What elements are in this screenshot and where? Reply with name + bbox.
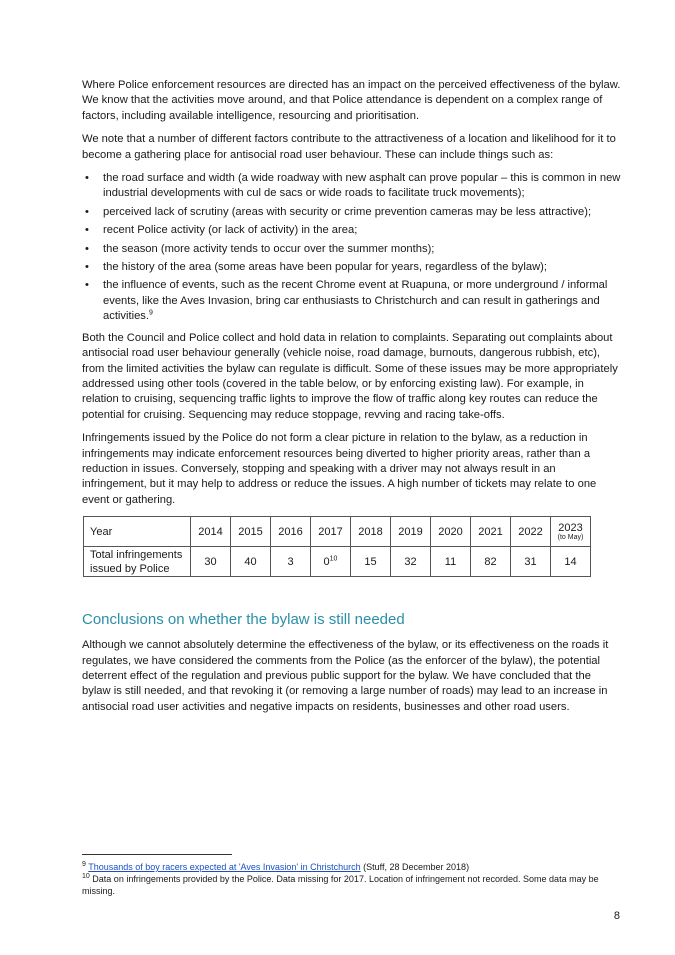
document-page <box>82 78 622 723</box>
page-number: 8 <box>613 910 620 922</box>
value-cell: 31 <box>511 547 551 577</box>
bullet-icon: • <box>85 261 89 274</box>
footnote-9: $^9$ Thousands of boy racers expected at 'Aves Invasion' in Christchurch (Stuff, 28 December 2018) <box>82 861 470 872</box>
list-item: • the influence of events, such as the recent Chrome event at Ruapuna, or more underground / informal events, like the Aves Invasion, bring car enthusiasts to Christchurch and can result in gatherings and activities.$^9$ <box>85 279 608 323</box>
year-cell: 2022 <box>511 517 551 547</box>
year-cell: 2018 <box>351 517 391 547</box>
table-header-year: Year <box>84 517 191 547</box>
section-heading: Conclusions on whether the bylaw is still needed <box>82 611 405 629</box>
bullet-icon: • <box>85 224 89 237</box>
bullet-icon: • <box>85 172 89 185</box>
value-cell: 15 <box>351 547 391 577</box>
bullet-icon: • <box>85 242 89 255</box>
footnotes <box>82 854 622 897</box>
footnote-ref-9[interactable]: 9 <box>149 309 153 317</box>
factors-list <box>82 171 622 325</box>
value-cell: 3 <box>271 547 311 577</box>
footnote-9-link[interactable]: Thousands of boy racers expected at 'Aves Invasion' in Christchurch <box>88 862 361 872</box>
value-cell: 40 <box>231 547 271 577</box>
value-cell: 11 <box>431 547 471 577</box>
year-cell: 2020 <box>431 517 471 547</box>
list-item: • perceived lack of scrutiny (areas with security or crime prevention cameras may be less attractive); <box>82 205 622 220</box>
paragraph-complaints: Both the Council and Police collect and hold data in relation to complaints. Separating out complaints about antisocial road user behaviour generally (vehicle noise, road damage, burnouts, dangerous rubbish, etc), from the limited activities the bylaw can regulate is difficult. Some of these issues may be more appropriately addressed using other tools (covered in the table below, or by enforcing existing law). For example, in relation to cruising, sequencing traffic lights to improve the flow of traffic along key routes can reduce the potential for cruising. Sequencing may reduce stoppage, revving and racing take-offs. <box>82 331 618 421</box>
list-item: • the season (more activity tends to occur over the summer months); <box>82 242 622 257</box>
value-cell-2017: $0^{10}$ <box>311 547 351 577</box>
infringements-table <box>83 516 591 577</box>
year-cell: 2015 <box>231 517 271 547</box>
year-cell: 2017 <box>311 517 351 547</box>
paragraph-enforcement: Where Police enforcement resources are directed has an impact on the perceived effectiveness of the bylaw. We know that the activities move around, and that Police attendance is dependent on a complex range of factors, including available intelligence, resourcing and prioritisation. <box>82 79 621 122</box>
table-row <box>84 517 591 547</box>
year-cell: 2014 <box>191 517 231 547</box>
year-note: (to May) <box>557 533 584 541</box>
year-cell-2023: 2023 (to May) <box>551 517 591 547</box>
paragraph-conclusion: Although we cannot absolutely determine the effectiveness of the bylaw, or its effectiveness on the roads it regulates, we have considered the comments from the Police (as the enforcer of the bylaw), the potential deterrent effect of the regulation and previous public support for the bylaw. We have concluded that the bylaw is still needed, and that revoking it (or removing a large number of roads) may lead to an increase in antisocial road user activities and negative impacts on residents, businesses and other road users. <box>82 639 609 713</box>
value-cell: 32 <box>391 547 431 577</box>
value-cell: 14 <box>551 547 591 577</box>
footnote-ref-10[interactable]: 10 <box>329 555 338 562</box>
table-row <box>84 547 591 577</box>
list-item: • the road surface and width (a wide roadway with new asphalt can prove popular – this is common in new industrial developments with cul de sacs or wide roads to facilitate truck movements); <box>85 172 621 200</box>
footnote-divider <box>82 854 232 855</box>
bullet-icon: • <box>85 205 89 218</box>
value-cell: 82 <box>471 547 511 577</box>
paragraph-infringements: Infringements issued by the Police do not form a clear picture in relation to the bylaw, as a reduction in infringements may indicate enforcement resources being diverted to higher priority areas, rather than a reduction in issues. Conversely, stopping and speaking with a driver may not always result in an infringement, but it may help to address or reduce the issues. A high number of tickets may relate to one event or gathering. <box>82 432 597 506</box>
list-item: • recent Police activity (or lack of activity) in the area; <box>82 223 622 238</box>
year-cell: 2021 <box>471 517 511 547</box>
paragraph-factors: We note that a number of different factors contribute to the attractiveness of a location and likelihood for it to become a gathering place for antisocial road user behaviour. These can include things such as: <box>82 133 616 161</box>
value-cell: 30 <box>191 547 231 577</box>
list-item: • the history of the area (some areas have been popular for years, regardless of the bylaw); <box>82 260 622 275</box>
year-cell: 2019 <box>391 517 431 547</box>
year-cell: 2016 <box>271 517 311 547</box>
bullet-icon: • <box>85 279 89 292</box>
footnote-10: $^{10}$ Data on infringements provided by the Police. Data missing for 2017. Location of infringement not recorded. Some data may be missing. <box>82 873 599 896</box>
table-header-infringements: Total infringements issued by Police <box>84 547 191 577</box>
